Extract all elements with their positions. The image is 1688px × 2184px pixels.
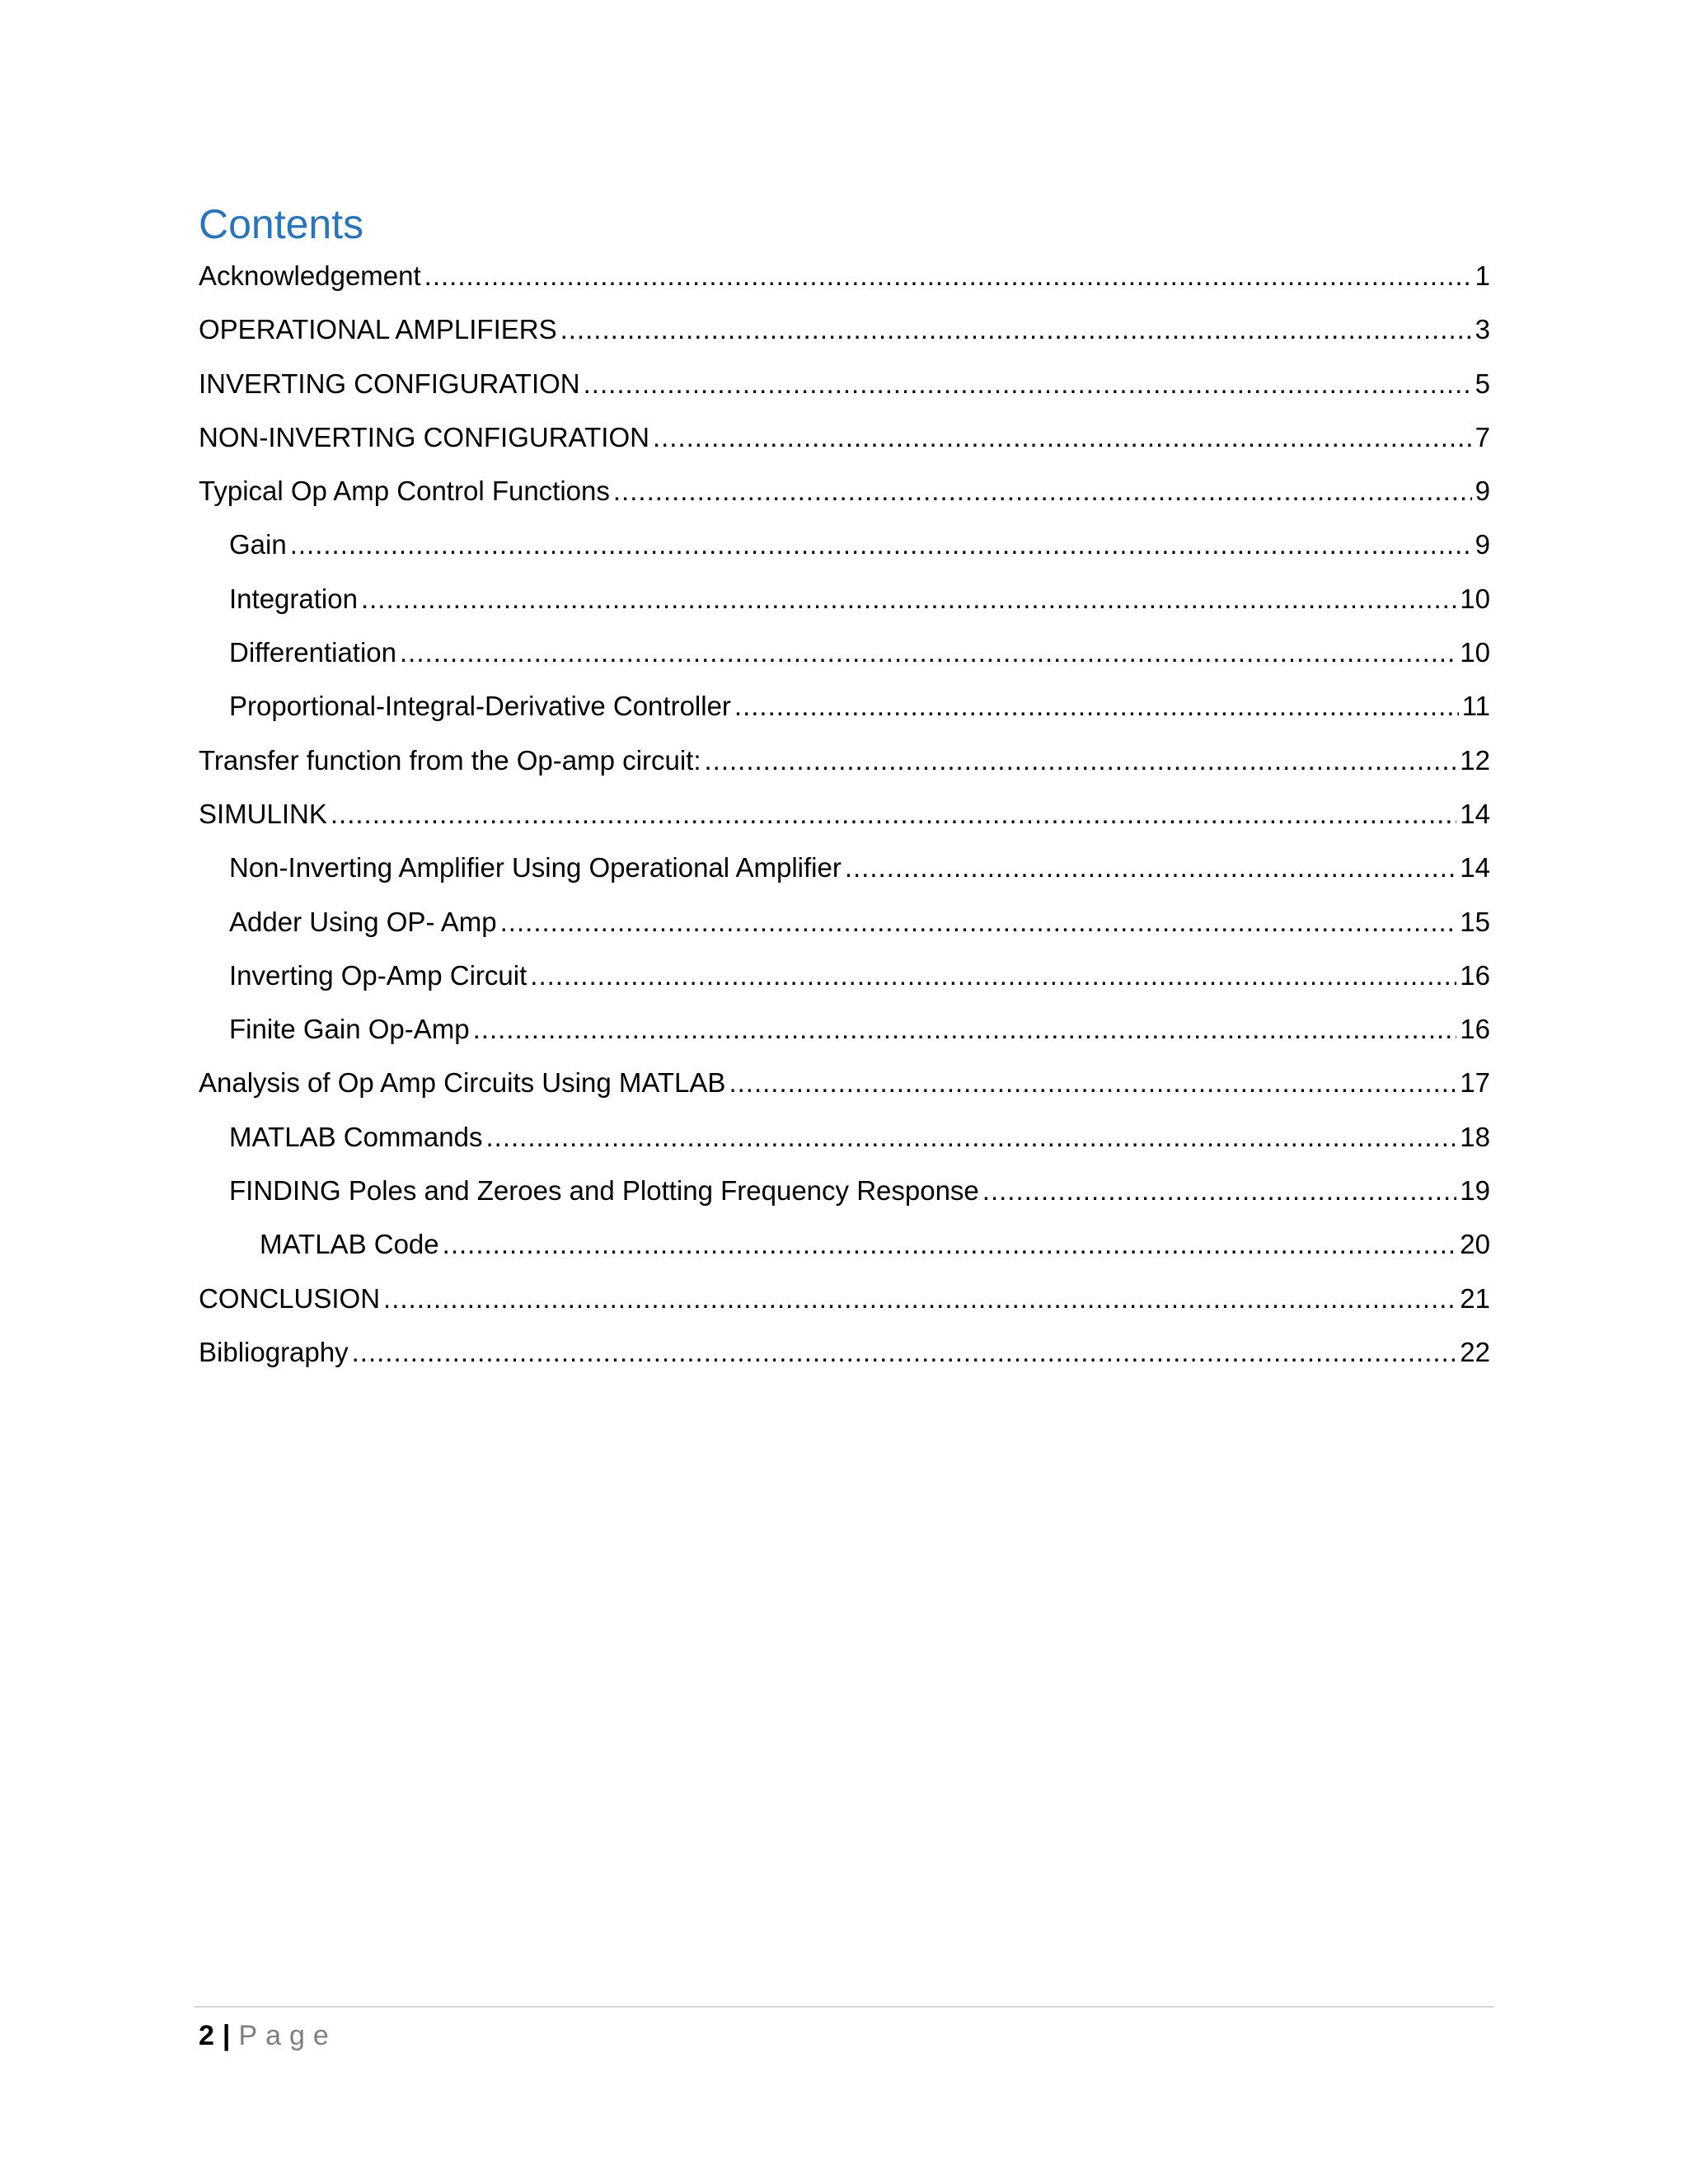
toc-entry-page: 21 xyxy=(1460,1282,1490,1314)
toc-entry-page: 9 xyxy=(1475,529,1490,560)
toc-entry-title: Non-Inverting Amplifier Using Operational Amplifier xyxy=(229,852,842,883)
toc-entry[interactable] xyxy=(199,847,1490,901)
toc-entry-page: 16 xyxy=(1460,1014,1490,1045)
toc-dot-leader xyxy=(845,847,1456,888)
toc-dot-leader xyxy=(424,255,1472,297)
toc-entry-page: 18 xyxy=(1460,1121,1490,1152)
toc-entry-title: Integration xyxy=(229,583,358,614)
toc-entry-page: 12 xyxy=(1460,744,1490,776)
toc-entry-title: Gain xyxy=(229,529,287,560)
toc-entry-title: INVERTING CONFIGURATION xyxy=(199,368,580,399)
toc-dot-leader xyxy=(352,1332,1457,1373)
toc-dot-leader xyxy=(530,955,1456,996)
toc-entry-title: Adder Using OP- Amp xyxy=(229,906,497,937)
toc-entry[interactable] xyxy=(199,1062,1490,1116)
toc-entry-title: Bibliography xyxy=(199,1336,349,1367)
toc-entry-page: 9 xyxy=(1475,476,1490,507)
toc-entry-page: 11 xyxy=(1461,691,1490,722)
toc-dot-leader xyxy=(500,902,1457,943)
toc-dot-leader xyxy=(982,1170,1456,1212)
toc-dot-leader xyxy=(361,579,1456,620)
toc-entry[interactable] xyxy=(199,471,1490,524)
toc-list xyxy=(199,255,1490,1385)
toc-dot-leader xyxy=(653,417,1472,458)
toc-entry-page: 14 xyxy=(1460,798,1490,829)
toc-entry-title: Typical Op Amp Control Functions xyxy=(199,476,610,507)
toc-dot-leader xyxy=(290,524,1472,565)
toc-entry-page: 10 xyxy=(1460,637,1490,668)
toc-entry[interactable] xyxy=(199,363,1490,417)
toc-entry[interactable] xyxy=(199,309,1490,363)
toc-entry[interactable] xyxy=(199,632,1490,686)
toc-entry-page: 3 xyxy=(1475,314,1490,345)
toc-entry[interactable] xyxy=(199,1224,1490,1277)
page-footer xyxy=(199,2011,337,2060)
toc-entry[interactable] xyxy=(199,902,1490,955)
toc-entry[interactable] xyxy=(199,1278,1490,1332)
toc-entry-title: FINDING Poles and Zeroes and Plotting Frequency Response xyxy=(229,1175,979,1207)
toc-entry-page: 17 xyxy=(1460,1067,1490,1099)
toc-heading: Contents xyxy=(199,201,364,247)
toc-entry-title: CONCLUSION xyxy=(199,1282,381,1314)
toc-entry-title: OPERATIONAL AMPLIFIERS xyxy=(199,314,557,345)
toc-entry[interactable] xyxy=(199,794,1490,847)
toc-entry-page: 19 xyxy=(1460,1175,1490,1207)
toc-entry[interactable] xyxy=(199,1009,1490,1062)
footer-divider xyxy=(194,2006,1494,2008)
toc-entry-page: 20 xyxy=(1460,1229,1490,1260)
toc-entry-page: 16 xyxy=(1460,959,1490,991)
toc-entry-title: MATLAB Commands xyxy=(229,1121,483,1152)
toc-entry[interactable] xyxy=(199,255,1490,309)
toc-entry[interactable] xyxy=(199,1332,1490,1385)
toc-entry[interactable] xyxy=(199,579,1490,632)
toc-entry-page: 22 xyxy=(1460,1336,1490,1367)
toc-dot-leader xyxy=(485,1117,1456,1158)
toc-entry[interactable] xyxy=(199,955,1490,1009)
toc-dot-leader xyxy=(400,632,1456,673)
toc-dot-leader xyxy=(734,686,1459,727)
toc-dot-leader xyxy=(383,1278,1456,1319)
footer-page-number: 2 xyxy=(199,2020,214,2051)
toc-entry-title: Finite Gain Op-Amp xyxy=(229,1014,470,1045)
toc-dot-leader xyxy=(443,1224,1457,1265)
toc-entry-page: 10 xyxy=(1460,583,1490,614)
toc-entry-page: 7 xyxy=(1475,421,1490,452)
toc-dot-leader xyxy=(473,1009,1457,1050)
toc-dot-leader xyxy=(613,471,1472,512)
toc-entry-page: 5 xyxy=(1475,368,1490,399)
toc-entry-title: Analysis of Op Amp Circuits Using MATLAB xyxy=(199,1067,726,1099)
toc-entry-page: 15 xyxy=(1460,906,1490,937)
toc-entry-title: Transfer function from the Op-amp circuit: xyxy=(199,744,701,776)
footer-page-label: Page xyxy=(238,2020,337,2051)
toc-entry-title: Acknowledgement xyxy=(199,260,421,291)
toc-dot-leader xyxy=(560,309,1472,350)
toc-dot-leader xyxy=(705,740,1457,781)
footer-separator: | xyxy=(222,2020,231,2051)
toc-entry[interactable] xyxy=(199,686,1490,739)
toc-entry[interactable] xyxy=(199,740,1490,794)
toc-dot-leader xyxy=(729,1062,1456,1104)
toc-entry-page: 1 xyxy=(1475,260,1490,291)
toc-entry-title: MATLAB Code xyxy=(260,1229,439,1260)
toc-dot-leader xyxy=(331,794,1456,835)
toc-entry-title: Inverting Op-Amp Circuit xyxy=(229,959,528,991)
toc-entry[interactable] xyxy=(199,1170,1490,1224)
toc-entry-title: Proportional-Integral-Derivative Controller xyxy=(229,691,731,722)
toc-entry[interactable] xyxy=(199,524,1490,578)
toc-entry[interactable] xyxy=(199,1117,1490,1170)
toc-dot-leader xyxy=(584,363,1472,405)
toc-entry-title: SIMULINK xyxy=(199,798,327,829)
toc-entry-title: NON-INVERTING CONFIGURATION xyxy=(199,421,649,452)
toc-entry-title: Differentiation xyxy=(229,637,397,668)
toc-entry-page: 14 xyxy=(1460,852,1490,883)
toc-entry[interactable] xyxy=(199,417,1490,471)
